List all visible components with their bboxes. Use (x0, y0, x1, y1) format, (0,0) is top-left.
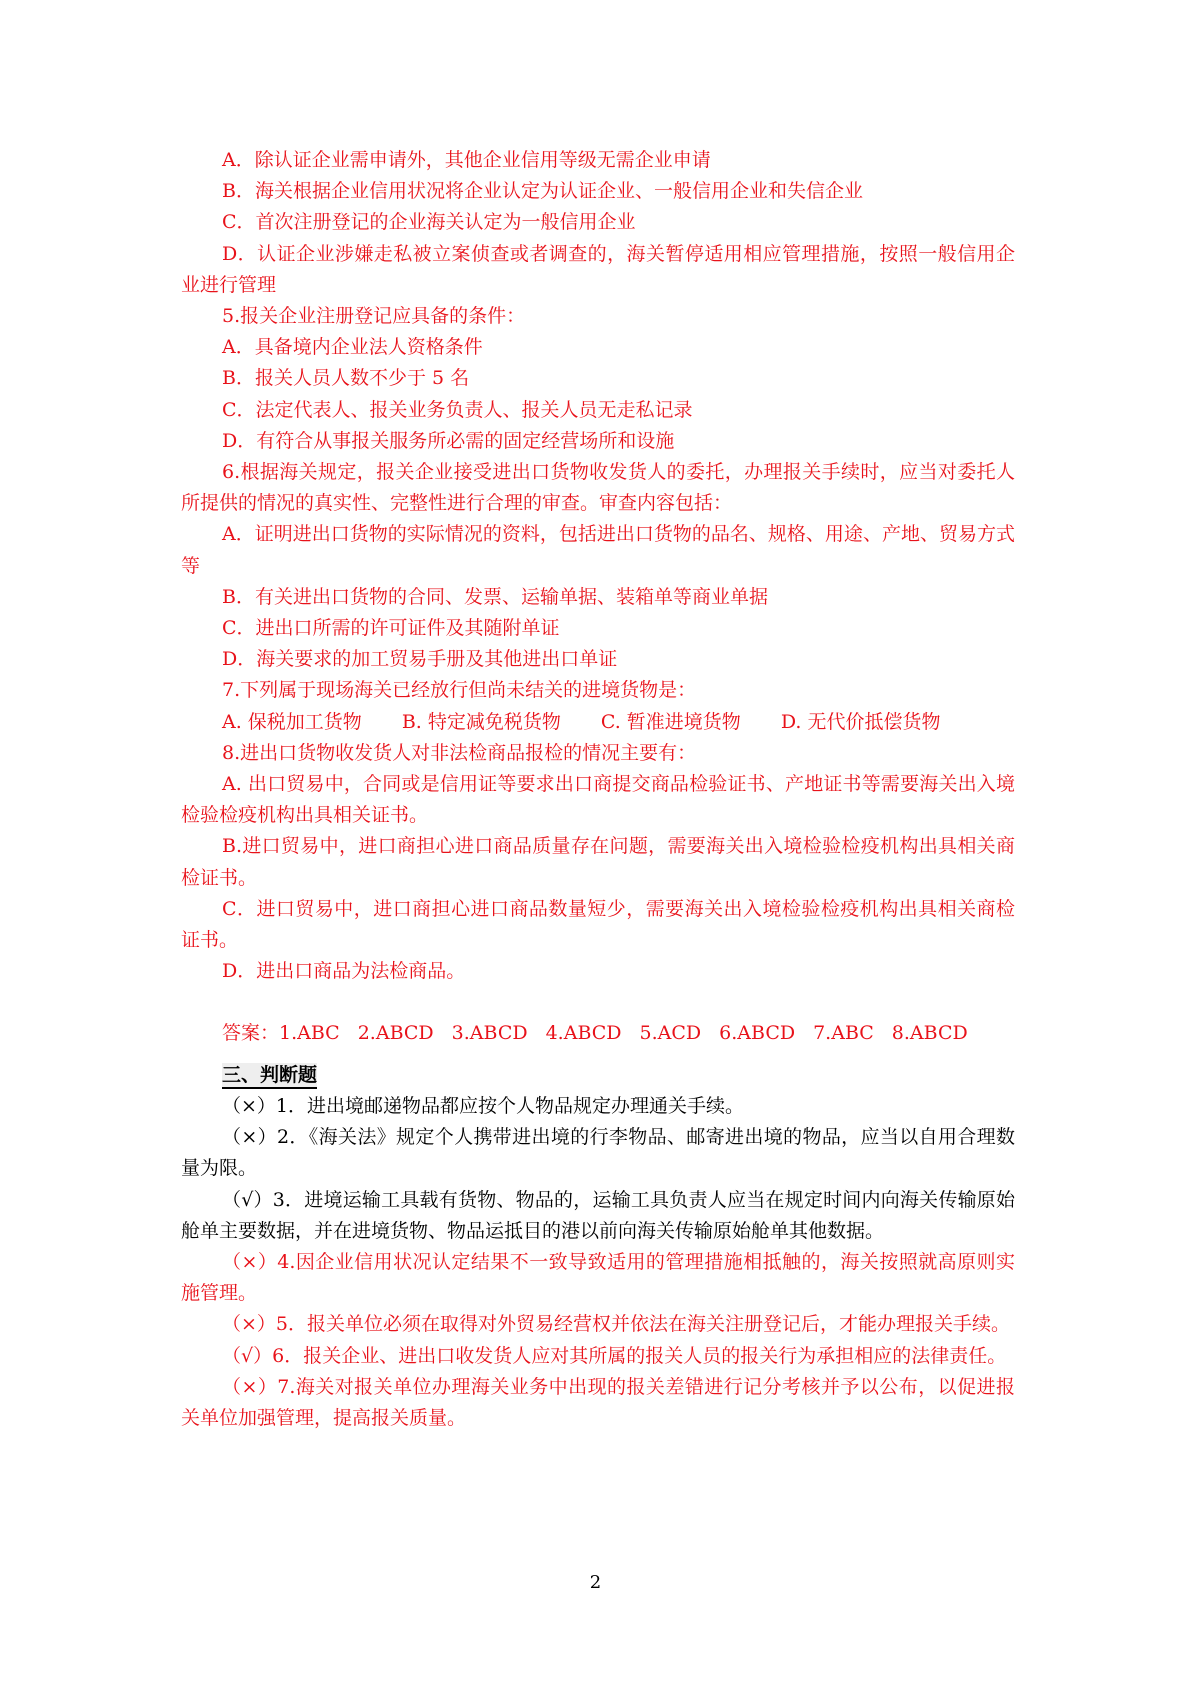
q8-option-a: A. 出口贸易中，合同或是信用证等要求出口商提交商品检验证书、产地证书等需要海关出入境检验检疫机构出具相关证书。 (181, 773, 1015, 827)
spacer (181, 987, 1015, 1018)
q4-option-c: C．首次注册登记的企业海关认定为一般信用企业 (222, 211, 636, 234)
q4-option-a: A．除认证企业需申请外，其他企业信用等级无需企业申请 (222, 149, 711, 171)
q7-option-c: C. 暂准进境货物 (600, 710, 741, 733)
judgement-list (181, 1091, 1015, 1434)
q6-option-c: C．进出口所需的许可证件及其随附单证 (222, 617, 560, 640)
judgement-item: （√）6．报关企业、进出口收发货人应对其所属的报关人员的报关行为承担相应的法律责任。 (222, 1344, 1007, 1367)
q8-stem: 8.进出口货物收发货人对非法检商品报检的情况主要有： (222, 741, 697, 764)
q5-stem: 5.报关企业注册登记应具备的条件： (222, 305, 526, 328)
judgement-item: （×）1．进出境邮递物品都应按个人物品规定办理通关手续。 (222, 1094, 745, 1117)
q6-stem: 6.根据海关规定，报关企业接受进出口货物收发货人的委托，办理报关手续时，应当对委托人所提供的情况的真实性、完整性进行合理的审查。审查内容包括： (181, 461, 1015, 515)
page-number: 2 (589, 1572, 602, 1593)
q6-option-a: A．证明进出口货物的实际情况的资料，包括进出口货物的品名、规格、用途、产地、贸易方式等 (181, 523, 1015, 577)
judgement-item: （×）5．报关单位必须在取得对外贸易经营权并依法在海关注册登记后，才能办理报关手续。 (222, 1313, 1011, 1336)
q7-option-a: A. 保税加工货物 (222, 710, 362, 733)
judgement-item: （×）7.海关对报关单位办理海关业务中出现的报关差错进行记分考核并予以公布，以促进报关单位加强管理，提高报关质量。 (181, 1375, 1015, 1429)
answer-item: 4.ABCD (545, 1022, 622, 1045)
q8-option-d: D．进出口商品为法检商品。 (222, 960, 466, 983)
q7-option-d: D. 无代价抵偿货物 (780, 710, 941, 733)
judgement-item: （×）4.因企业信用状况认定结果不一致导致适用的管理措施相抵触的，海关按照就高原则实施管理。 (181, 1250, 1015, 1305)
q4-option-d: D．认证企业涉嫌走私被立案侦查或者调查的，海关暂停适用相应管理措施，按照一般信用企业进行管理 (181, 242, 1015, 296)
answer-item: 3.ABCD (451, 1022, 528, 1045)
answer-item: 5.ACD (639, 1022, 702, 1045)
judgement-item: （√）3．进境运输工具载有货物、物品的，运输工具负责人应当在规定时间内向海关传输原始舱单主要数据，并在进境货物、物品运抵目的港以前向海关传输原始舱单其他数据。 (181, 1188, 1015, 1242)
q7-stem: 7.下列属于现场海关已经放行但尚未结关的进境货物是： (222, 679, 697, 702)
q7-option-b: B. 特定减免税货物 (401, 710, 561, 733)
answer-item: 1.ABC (279, 1022, 340, 1045)
q8-option-c: C．进口贸易中，进口商担心进口商品数量短少，需要海关出入境检验检疫机构出具相关商检证书。 (181, 897, 1015, 952)
judgement-item: （×）2．《海关法》规定个人携带进出境的行李物品、邮寄进出境的物品，应当以自用合理数量为限。 (181, 1126, 1015, 1180)
answer-key (181, 1018, 1015, 1049)
q5-option-c: C．法定代表人、报关业务负责人、报关人员无走私记录 (222, 398, 693, 421)
spacer (181, 1050, 1015, 1060)
q7-options-row (181, 707, 1015, 738)
answer-item: 6.ABCD (719, 1022, 796, 1045)
answer-label: 答案： (222, 1022, 280, 1045)
q5-option-a: A．具备境内企业法人资格条件 (222, 336, 483, 359)
section-title: 三、判断题 (222, 1063, 317, 1089)
answer-item: 7.ABC (813, 1022, 874, 1045)
q5-option-d: D．有符合从事报关服务所必需的固定经营场所和设施 (222, 429, 675, 452)
q6-option-b: B．有关进出口货物的合同、发票、运输单据、装箱单等商业单据 (222, 585, 768, 608)
q8-option-b: B.进口贸易中，进口商担心进口商品质量存在问题，需要海关出入境检验检疫机构出具相关商检证书。 (181, 835, 1015, 889)
answer-item: 2.ABCD (357, 1022, 434, 1045)
q6-option-d: D．海关要求的加工贸易手册及其他进出口单证 (222, 648, 618, 671)
page-content (181, 145, 1015, 1434)
q5-option-b: B．报关人员人数不少于 5 名 (222, 367, 470, 390)
answer-item: 8.ABCD (891, 1022, 968, 1045)
q4-option-b: B．海关根据企业信用状况将企业认定为认证企业、一般信用企业和失信企业 (222, 180, 863, 203)
